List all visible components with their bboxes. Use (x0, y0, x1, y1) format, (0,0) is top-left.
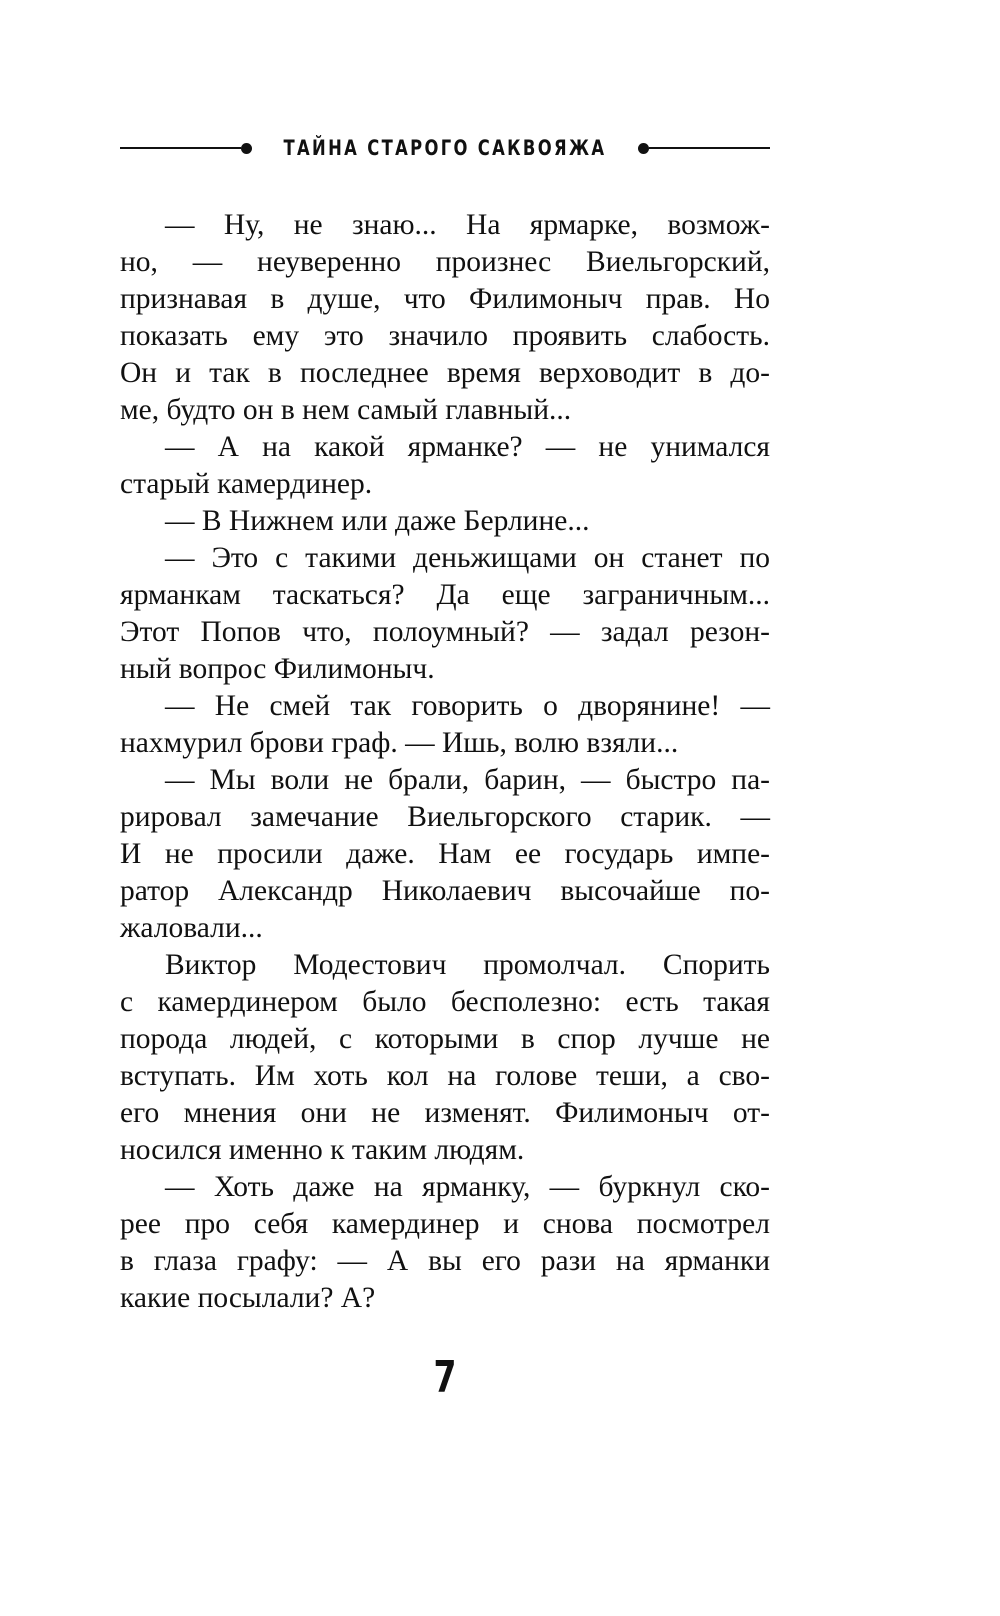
text-line: ме, будто он в нем самый главный... (120, 394, 572, 426)
text-line: Он и так в последнее время верховодит в до- (120, 357, 770, 389)
text-line: — В Нижнем или даже Берлине... (165, 505, 590, 537)
text-line: нахмурил брови граф. — Ишь, волю взяли... (120, 727, 679, 759)
text-line: в глаза графу: — А вы его рази на ярманки (120, 1245, 770, 1277)
text-line: ярманкам таскаться? Да еще заграничным... (120, 579, 770, 611)
text-line: жаловали... (120, 912, 263, 944)
text-line: какие посылали? А? (120, 1282, 376, 1314)
header-rule-left (120, 147, 241, 149)
text-line: И не просили даже. Нам ее государь импе- (120, 838, 770, 870)
text-line: — Хоть даже на ярманку, — буркнул ско- (165, 1171, 770, 1203)
text-line: показать ему это значило проявить слабость. (120, 320, 770, 352)
text-line: Этот Попов что, полоумный? — задал резон- (120, 616, 770, 648)
text-line: ратор Александр Николаевич высочайше по- (120, 875, 770, 907)
text-line: Виктор Модестович промолчал. Спорить (165, 949, 770, 981)
text-line: — Это с такими деньжищами он станет по (165, 542, 770, 574)
text-line: порода людей, с которыми в спор лучше не (120, 1023, 770, 1055)
text-line: — Мы воли не брали, барин, — быстро па- (165, 764, 770, 796)
text-line: вступать. Им хоть кол на голове теши, а сво- (120, 1060, 770, 1092)
text-line: признавая в душе, что Филимоныч прав. Но (120, 283, 770, 315)
text-line: его мнения они не изменят. Филимоныч от- (120, 1097, 770, 1129)
text-line: но, — неуверенно произнес Виельгорский, (120, 246, 770, 278)
text-line: рировал замечание Виельгорского старик. — (120, 801, 770, 833)
text-line: — Не смей так говорить о дворянине! — (165, 690, 770, 722)
text-line: рее про себя камердинер и снова посмотрел (120, 1208, 770, 1240)
running-header (120, 130, 770, 166)
body-text (120, 207, 770, 1317)
header-rule-right (649, 147, 770, 149)
text-line: — А на какой ярманке? — не унимался (165, 431, 770, 463)
text-line: с камердинером было бесполезно: есть такая (120, 986, 770, 1018)
running-header-title: ТАЙНА СТАРОГО САКВОЯЖА (283, 136, 607, 160)
text-line: старый камердинер. (120, 468, 373, 500)
page-number: 7 (433, 1352, 457, 1403)
text-line: — Ну, не знаю... На ярмарке, возмож- (165, 209, 770, 241)
header-dot-left (241, 143, 252, 154)
text-line: ный вопрос Филимоныч. (120, 653, 435, 685)
text-line: носился именно к таким людям. (120, 1134, 525, 1166)
header-dot-right (638, 143, 649, 154)
